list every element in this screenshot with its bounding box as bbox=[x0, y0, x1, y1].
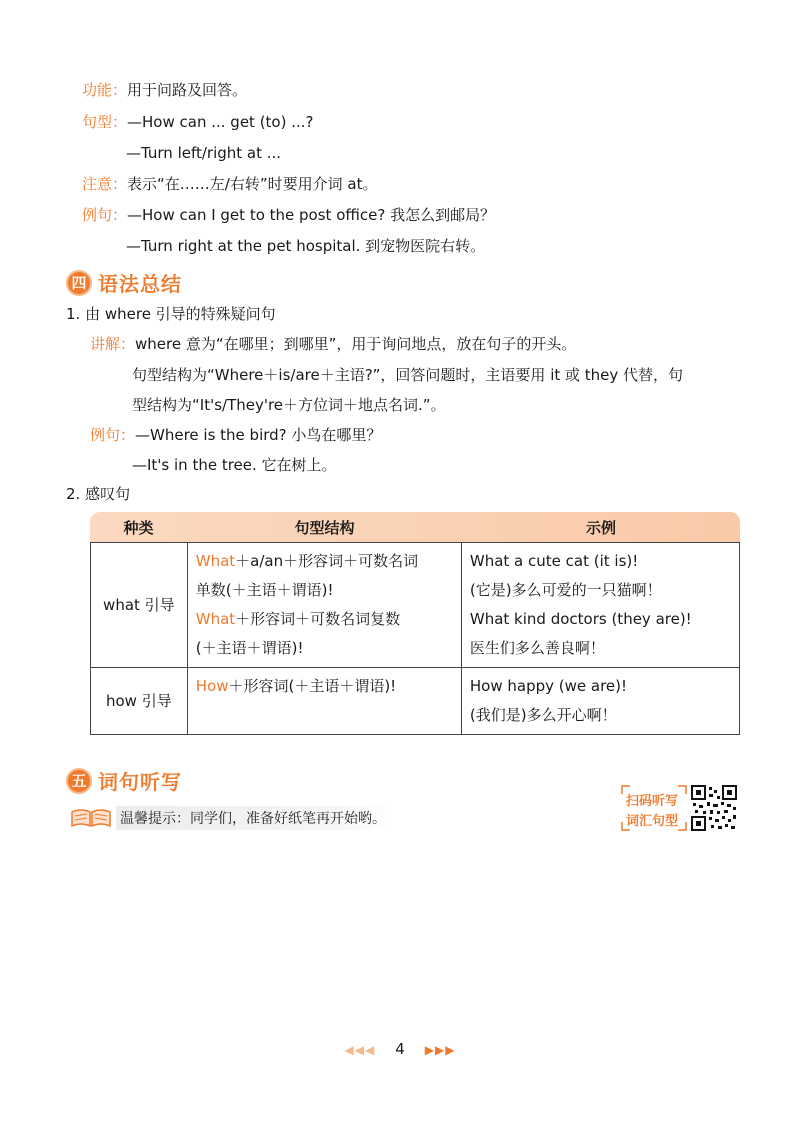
function-label: 功能： bbox=[82, 81, 128, 99]
table-row-what bbox=[91, 542, 739, 667]
explain-text-1: where 意为“在哪里；到哪里”，用于询问地点，放在句子的开头。 bbox=[135, 335, 577, 353]
structure-keyword: How bbox=[195, 677, 229, 695]
grammar-example-question: —Where is the bird? 小鸟在哪里？ bbox=[135, 426, 382, 444]
header-structure: 句型结构 bbox=[294, 518, 355, 537]
structure-keyword: What bbox=[195, 552, 236, 570]
book-icon bbox=[70, 806, 112, 834]
next-arrows-icon: ▶▶▶ bbox=[424, 1043, 456, 1057]
structure-text: ＋形容词＋可数名词复数 bbox=[235, 610, 401, 628]
table-row-how bbox=[91, 667, 739, 734]
pattern-line bbox=[82, 112, 314, 132]
example-item: (我们是)多么开心啊！ bbox=[469, 706, 617, 724]
grammar-item-1-title: 1. 由 where 引导的特殊疑问句 bbox=[66, 305, 276, 323]
row-kind: what 引导 bbox=[91, 543, 188, 667]
section-5-heading bbox=[66, 766, 182, 795]
page-number: 4 bbox=[395, 1040, 405, 1058]
page-footer bbox=[0, 1040, 800, 1058]
structure-line bbox=[196, 547, 453, 576]
grammar-example-label: 例句： bbox=[90, 426, 136, 444]
table-body bbox=[90, 542, 740, 735]
explain-line-1 bbox=[90, 334, 576, 354]
structure-text: 单数(＋主语＋谓语)! bbox=[195, 581, 334, 599]
function-line bbox=[82, 80, 247, 100]
grammar-example-line bbox=[90, 425, 381, 445]
table-header bbox=[90, 512, 740, 542]
row-structure bbox=[188, 543, 462, 667]
scan-label-1: 扫码听写 bbox=[626, 794, 679, 809]
structure-text: (＋主语＋谓语)! bbox=[195, 639, 304, 657]
pattern-question: —How can ... get (to) ...? bbox=[127, 113, 314, 131]
explain-label: 讲解： bbox=[90, 335, 136, 353]
example-item: How happy (we are)! bbox=[469, 677, 627, 695]
section-5-badge: 五 bbox=[66, 768, 92, 794]
section-4-title: 语法总结 bbox=[98, 272, 182, 296]
exclamation-table bbox=[90, 512, 740, 735]
section-4-heading bbox=[66, 268, 182, 297]
example-item: (它是)多么可爱的一只猫啊！ bbox=[469, 581, 662, 599]
pattern-answer: —Turn left/right at ... bbox=[126, 144, 282, 162]
header-example: 示例 bbox=[585, 518, 616, 537]
row-examples bbox=[462, 543, 739, 667]
structure-text: ＋形容词(＋主语＋谓语)! bbox=[228, 677, 397, 695]
structure-line bbox=[196, 576, 453, 605]
example-item: 医生们多么善良啊！ bbox=[469, 639, 605, 657]
example-label: 例句： bbox=[82, 206, 128, 224]
row-kind: how 引导 bbox=[91, 668, 188, 734]
grammar-item-2-title: 2. 感叹句 bbox=[66, 485, 131, 503]
example-line bbox=[82, 205, 495, 225]
note-label: 注意： bbox=[82, 175, 128, 193]
function-text: 用于问路及回答。 bbox=[127, 81, 248, 99]
tip-text: 温馨提示：同学们，准备好纸笔再开始哟。 bbox=[116, 806, 394, 830]
example-answer: —Turn right at the pet hospital. 到宠物医院右转。 bbox=[126, 237, 486, 255]
section-5-title: 词句听写 bbox=[98, 770, 182, 794]
structure-line bbox=[196, 605, 453, 634]
row-examples bbox=[462, 668, 739, 734]
structure-line bbox=[196, 634, 453, 663]
structure-keyword: What bbox=[195, 610, 236, 628]
note-line bbox=[82, 174, 377, 194]
scan-label-2: 词汇句型 bbox=[626, 814, 679, 829]
structure-text: ＋a/an＋形容词＋可数名词 bbox=[235, 552, 419, 570]
prev-arrows-icon: ◀◀◀ bbox=[344, 1043, 376, 1057]
qr-code-icon[interactable] bbox=[691, 785, 737, 831]
example-item: What a cute cat (it is)! bbox=[469, 552, 639, 570]
example-question: —How can I get to the post office? 我怎么到邮局？ bbox=[127, 206, 496, 224]
pattern-label: 句型： bbox=[82, 113, 128, 131]
example-item: What kind doctors (they are)! bbox=[469, 610, 692, 628]
note-text: 表示“在……左/右转”时要用介词 at。 bbox=[127, 175, 378, 193]
grammar-example-answer: —It's in the tree. 它在树上。 bbox=[132, 456, 337, 474]
header-kind: 种类 bbox=[123, 518, 154, 537]
structure-line bbox=[196, 672, 453, 701]
explain-line-2: 句型结构为“Where＋is/are＋主语?”，回答问题时，主语要用 it 或 they 代替，句 bbox=[132, 366, 684, 384]
explain-line-3: 型结构为“It's/They're＋方位词＋地点名词.”。 bbox=[132, 396, 446, 414]
section-4-badge: 四 bbox=[66, 270, 92, 296]
row-structure bbox=[188, 668, 462, 734]
